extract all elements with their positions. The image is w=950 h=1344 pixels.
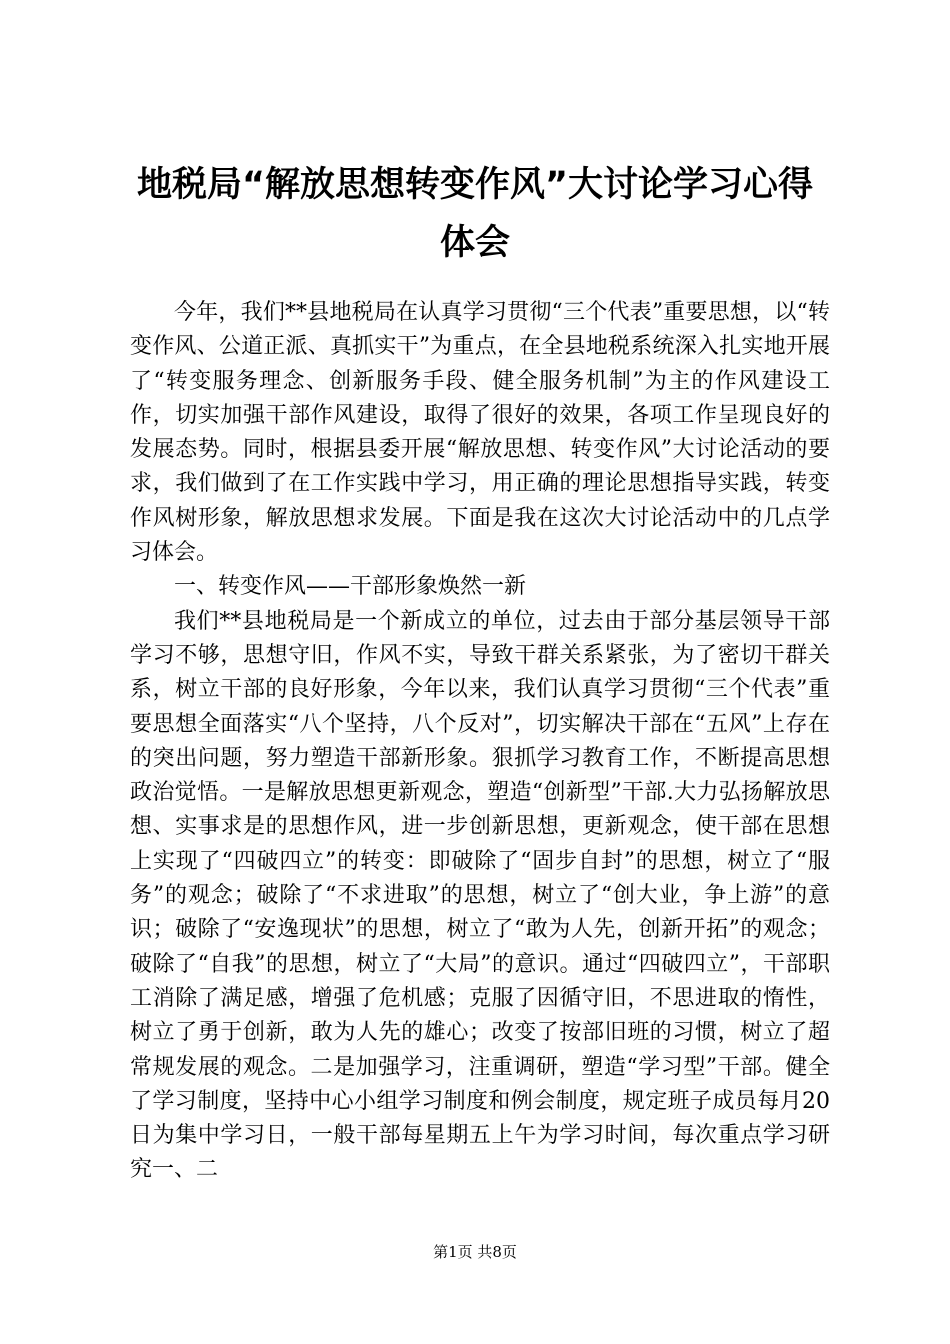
- body-paragraph-intro: 今年，我们**县地税局在认真学习贯彻“三个代表”重要思想，以“转变作风、公道正派、真抓实干”为重点，在全县地税系统深入扎实地开展了“转变服务理念、创新服务手段、健全服务机制”为主的作风建设工作，切实加强干部作风建设，取得了很好的效果，各项工作呈现良好的发展态势。同时，根据县委开展“解放思想、转变作风”大讨论活动的要求，我们做到了在工作实践中学习，用正确的理论思想指导实践，转变作风树形象，解放思想求发展。下面是我在这次大讨论活动中的几点学习体会。: [130, 300, 830, 566]
- page-footer: 第1页 共8页: [433, 1243, 517, 1261]
- document-title-line-1: 地税局“解放思想转变作风”大讨论学习心得: [136, 165, 813, 205]
- document-body: [130, 296, 830, 1188]
- body-paragraph-section-1: 我们**县地税局是一个新成立的单位，过去由于部分基层领导干部学习不够，思想守旧，作风不实，导致干群关系紧张，为了密切干群关系，树立干部的良好形象，今年以来，我们认真学习贯彻“三个代表”重要思想全面落实“八个坚持，八个反对”，切实解决干部在“五风”上存在的突出问题，努力塑造干部新形象。狠抓学习教育工作，不断提高思想政治觉悟。一是解放思想更新观念，塑造“创新型”干部.大力弘扬解放思想、实事求是的思想作风，进一步创新思想，更新观念，使干部在思想上实现了“四破四立”的转变：即破除了“固步自封”的思想，树立了“服务”的观念；破除了“不求进取”的思想，树立了“创大业，争上游”的意识；破除了“安逸现状”的思想，树立了“敢为人先，创新开拓”的观念；破除了“自我”的思想，树立了“大局”的意识。通过“四破四立”，干部职工消除了满足感，增强了危机感；克服了因循守旧，不思进取的惰性，树立了勇于创新，敢为人先的雄心；改变了按部旧班的习惯，树立了超常规发展的观念。二是加强学习，注重调研，塑造“学习型”干部。健全了学习制度，坚持中心小组学习制度和例会制度，规定班子成员每月20日为集中学习日，一般干部每星期五上午为学习时间，每次重点学习研究一、二: [130, 608, 830, 1183]
- section-heading-1: 一、转变作风——干部形象焕然一新: [174, 574, 527, 600]
- document-title-line-2: 体会: [439, 223, 510, 263]
